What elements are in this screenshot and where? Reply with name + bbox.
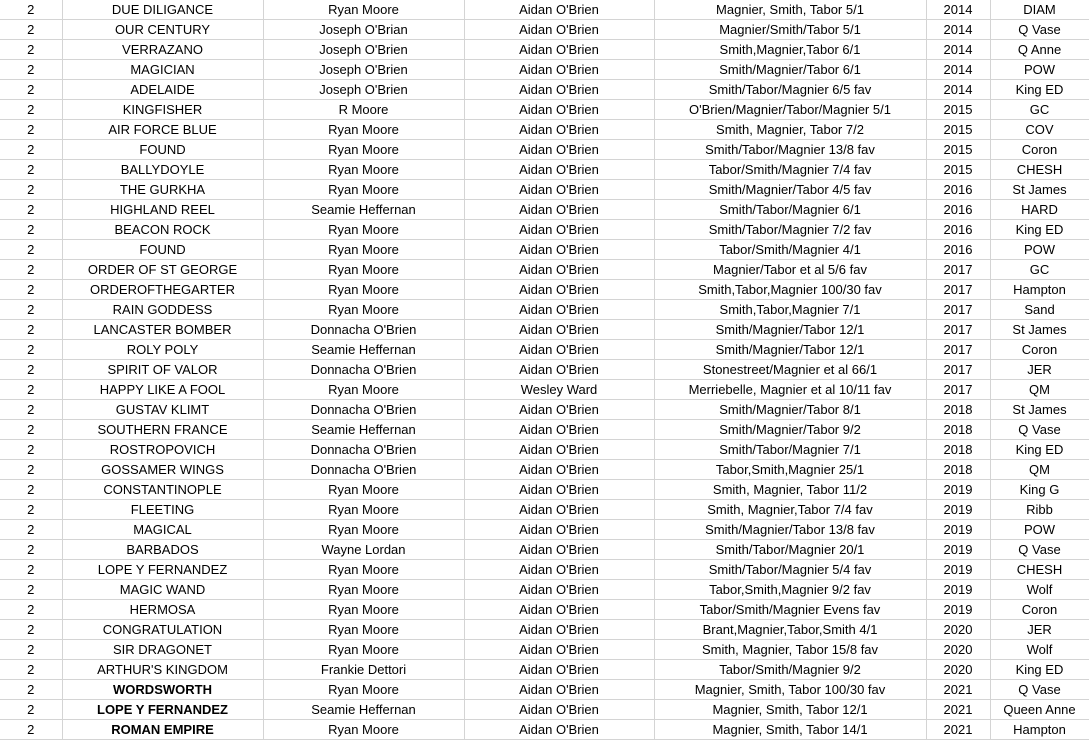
year-cell[interactable]: 2016: [926, 220, 990, 240]
race-cell[interactable]: Queen Anne: [990, 700, 1089, 720]
owners-odds-cell[interactable]: Smith, Magnier, Tabor 15/8 fav: [654, 640, 926, 660]
owners-odds-cell[interactable]: Smith/Magnier/Tabor 12/1: [654, 320, 926, 340]
jockey-cell[interactable]: Ryan Moore: [263, 160, 464, 180]
year-cell[interactable]: 2018: [926, 440, 990, 460]
trainer-cell[interactable]: Aidan O'Brien: [464, 280, 654, 300]
race-cell[interactable]: CHESH: [990, 160, 1089, 180]
owners-odds-cell[interactable]: Magnier/Smith/Tabor 5/1: [654, 20, 926, 40]
horse-name-cell[interactable]: FLEETING: [62, 500, 263, 520]
owners-odds-cell[interactable]: Smith/Tabor/Magnier 5/4 fav: [654, 560, 926, 580]
table-row: [0, 720, 1089, 740]
horse-name-cell[interactable]: FOUND: [62, 240, 263, 260]
position-cell[interactable]: 2: [0, 60, 62, 80]
position-cell[interactable]: 2: [0, 380, 62, 400]
jockey-cell[interactable]: Ryan Moore: [263, 220, 464, 240]
race-cell[interactable]: Wolf: [990, 580, 1089, 600]
table-row: [0, 660, 1089, 680]
horse-name-cell[interactable]: SIR DRAGONET: [62, 640, 263, 660]
jockey-cell[interactable]: Ryan Moore: [263, 640, 464, 660]
year-cell[interactable]: 2018: [926, 400, 990, 420]
horse-name-cell[interactable]: HERMOSA: [62, 600, 263, 620]
table-row: [0, 240, 1089, 260]
owners-odds-cell[interactable]: Magnier, Smith, Tabor 5/1: [654, 0, 926, 20]
trainer-cell[interactable]: Aidan O'Brien: [464, 40, 654, 60]
jockey-cell[interactable]: Donnacha O'Brien: [263, 460, 464, 480]
trainer-cell[interactable]: Aidan O'Brien: [464, 60, 654, 80]
owners-odds-cell[interactable]: Smith/Tabor/Magnier 7/2 fav: [654, 220, 926, 240]
table-row: [0, 260, 1089, 280]
jockey-cell[interactable]: Ryan Moore: [263, 500, 464, 520]
year-cell[interactable]: 2016: [926, 200, 990, 220]
horse-name-cell[interactable]: ROLY POLY: [62, 340, 263, 360]
year-cell[interactable]: 2021: [926, 700, 990, 720]
owners-odds-cell[interactable]: Smith,Magnier,Tabor 6/1: [654, 40, 926, 60]
horse-name-cell[interactable]: HIGHLAND REEL: [62, 200, 263, 220]
jockey-cell[interactable]: Joseph O'Brian: [263, 20, 464, 40]
table-row: [0, 160, 1089, 180]
trainer-cell[interactable]: Aidan O'Brien: [464, 140, 654, 160]
position-cell[interactable]: 2: [0, 680, 62, 700]
race-cell[interactable]: CHESH: [990, 560, 1089, 580]
jockey-cell[interactable]: Ryan Moore: [263, 0, 464, 20]
position-cell[interactable]: 2: [0, 240, 62, 260]
jockey-cell[interactable]: Frankie Dettori: [263, 660, 464, 680]
year-cell[interactable]: 2019: [926, 540, 990, 560]
race-cell[interactable]: HARD: [990, 200, 1089, 220]
horse-name-cell[interactable]: AIR FORCE BLUE: [62, 120, 263, 140]
race-cell[interactable]: Sand: [990, 300, 1089, 320]
trainer-cell[interactable]: Aidan O'Brien: [464, 100, 654, 120]
jockey-cell[interactable]: Ryan Moore: [263, 580, 464, 600]
year-cell[interactable]: 2016: [926, 180, 990, 200]
trainer-cell[interactable]: Aidan O'Brien: [464, 20, 654, 40]
table-row: [0, 560, 1089, 580]
owners-odds-cell[interactable]: Smith/Tabor/Magnier 6/5 fav: [654, 80, 926, 100]
race-cell[interactable]: POW: [990, 520, 1089, 540]
race-cell[interactable]: POW: [990, 240, 1089, 260]
race-cell[interactable]: Hampton: [990, 280, 1089, 300]
trainer-cell[interactable]: Aidan O'Brien: [464, 500, 654, 520]
horse-name-cell[interactable]: SPIRIT OF VALOR: [62, 360, 263, 380]
owners-odds-cell[interactable]: Smith/Tabor/Magnier 6/1: [654, 200, 926, 220]
table-row: [0, 540, 1089, 560]
horse-name-cell[interactable]: WORDSWORTH: [62, 680, 263, 700]
position-cell[interactable]: 2: [0, 660, 62, 680]
trainer-cell[interactable]: Aidan O'Brien: [464, 620, 654, 640]
trainer-cell[interactable]: Aidan O'Brien: [464, 200, 654, 220]
horse-name-cell[interactable]: ADELAIDE: [62, 80, 263, 100]
position-cell[interactable]: 2: [0, 160, 62, 180]
jockey-cell[interactable]: Ryan Moore: [263, 280, 464, 300]
horse-name-cell[interactable]: HAPPY LIKE A FOOL: [62, 380, 263, 400]
year-cell[interactable]: 2015: [926, 160, 990, 180]
position-cell[interactable]: 2: [0, 620, 62, 640]
table-row: [0, 200, 1089, 220]
trainer-cell[interactable]: Aidan O'Brien: [464, 80, 654, 100]
horse-name-cell[interactable]: FOUND: [62, 140, 263, 160]
table-row: [0, 500, 1089, 520]
table-row: [0, 420, 1089, 440]
table-row: [0, 400, 1089, 420]
jockey-cell[interactable]: Ryan Moore: [263, 720, 464, 740]
position-cell[interactable]: 2: [0, 80, 62, 100]
jockey-cell[interactable]: Joseph O'Brien: [263, 60, 464, 80]
trainer-cell[interactable]: Aidan O'Brien: [464, 680, 654, 700]
jockey-cell[interactable]: Ryan Moore: [263, 520, 464, 540]
year-cell[interactable]: 2014: [926, 20, 990, 40]
jockey-cell[interactable]: R Moore: [263, 100, 464, 120]
horse-name-cell[interactable]: RAIN GODDESS: [62, 300, 263, 320]
race-cell[interactable]: QM: [990, 460, 1089, 480]
year-cell[interactable]: 2017: [926, 340, 990, 360]
race-cell[interactable]: QM: [990, 380, 1089, 400]
trainer-cell[interactable]: Wesley Ward: [464, 380, 654, 400]
trainer-cell[interactable]: Aidan O'Brien: [464, 240, 654, 260]
horse-name-cell[interactable]: LOPE Y FERNANDEZ: [62, 700, 263, 720]
race-cell[interactable]: Ribb: [990, 500, 1089, 520]
year-cell[interactable]: 2018: [926, 420, 990, 440]
trainer-cell[interactable]: Aidan O'Brien: [464, 520, 654, 540]
table-row: [0, 40, 1089, 60]
year-cell[interactable]: 2016: [926, 240, 990, 260]
trainer-cell[interactable]: Aidan O'Brien: [464, 420, 654, 440]
year-cell[interactable]: 2014: [926, 80, 990, 100]
horse-name-cell[interactable]: MAGICAL: [62, 520, 263, 540]
position-cell[interactable]: 2: [0, 300, 62, 320]
jockey-cell[interactable]: Ryan Moore: [263, 680, 464, 700]
position-cell[interactable]: 2: [0, 260, 62, 280]
position-cell[interactable]: 2: [0, 440, 62, 460]
table-row: [0, 440, 1089, 460]
jockey-cell[interactable]: Seamie Heffernan: [263, 420, 464, 440]
jockey-cell[interactable]: Seamie Heffernan: [263, 200, 464, 220]
position-cell[interactable]: 2: [0, 320, 62, 340]
position-cell[interactable]: 2: [0, 360, 62, 380]
jockey-cell[interactable]: Donnacha O'Brien: [263, 360, 464, 380]
race-cell[interactable]: King ED: [990, 660, 1089, 680]
horse-name-cell[interactable]: ARTHUR'S KINGDOM: [62, 660, 263, 680]
horse-name-cell[interactable]: BARBADOS: [62, 540, 263, 560]
owners-odds-cell[interactable]: Tabor/Smith/Magnier Evens fav: [654, 600, 926, 620]
position-cell[interactable]: 2: [0, 100, 62, 120]
trainer-cell[interactable]: Aidan O'Brien: [464, 440, 654, 460]
year-cell[interactable]: 2021: [926, 680, 990, 700]
owners-odds-cell[interactable]: Brant,Magnier,Tabor,Smith 4/1: [654, 620, 926, 640]
table-row: [0, 640, 1089, 660]
year-cell[interactable]: 2019: [926, 560, 990, 580]
year-cell[interactable]: 2017: [926, 360, 990, 380]
race-cell[interactable]: King ED: [990, 80, 1089, 100]
race-cell[interactable]: Coron: [990, 140, 1089, 160]
table-row: [0, 340, 1089, 360]
horse-name-cell[interactable]: SOUTHERN FRANCE: [62, 420, 263, 440]
jockey-cell[interactable]: Ryan Moore: [263, 260, 464, 280]
jockey-cell[interactable]: Seamie Heffernan: [263, 700, 464, 720]
owners-odds-cell[interactable]: Smith/Magnier/Tabor 6/1: [654, 60, 926, 80]
horse-name-cell[interactable]: BALLYDOYLE: [62, 160, 263, 180]
race-cell[interactable]: St James: [990, 400, 1089, 420]
trainer-cell[interactable]: Aidan O'Brien: [464, 180, 654, 200]
horse-name-cell[interactable]: ORDER OF ST GEORGE: [62, 260, 263, 280]
year-cell[interactable]: 2019: [926, 580, 990, 600]
owners-odds-cell[interactable]: Smith/Tabor/Magnier 7/1: [654, 440, 926, 460]
trainer-cell[interactable]: Aidan O'Brien: [464, 660, 654, 680]
table-row: [0, 280, 1089, 300]
race-cell[interactable]: Hampton: [990, 720, 1089, 740]
trainer-cell[interactable]: Aidan O'Brien: [464, 0, 654, 20]
year-cell[interactable]: 2019: [926, 500, 990, 520]
race-cell[interactable]: POW: [990, 60, 1089, 80]
owners-odds-cell[interactable]: Magnier, Smith, Tabor 100/30 fav: [654, 680, 926, 700]
jockey-cell[interactable]: Ryan Moore: [263, 600, 464, 620]
owners-odds-cell[interactable]: Magnier, Smith, Tabor 12/1: [654, 700, 926, 720]
owners-odds-cell[interactable]: Smith, Magnier, Tabor 7/2: [654, 120, 926, 140]
jockey-cell[interactable]: Ryan Moore: [263, 240, 464, 260]
position-cell[interactable]: 2: [0, 520, 62, 540]
year-cell[interactable]: 2017: [926, 300, 990, 320]
table-row: [0, 580, 1089, 600]
year-cell[interactable]: 2019: [926, 480, 990, 500]
trainer-cell[interactable]: Aidan O'Brien: [464, 560, 654, 580]
owners-odds-cell[interactable]: Smith, Magnier, Tabor 11/2: [654, 480, 926, 500]
trainer-cell[interactable]: Aidan O'Brien: [464, 580, 654, 600]
horse-name-cell[interactable]: DUE DILIGANCE: [62, 0, 263, 20]
position-cell[interactable]: 2: [0, 400, 62, 420]
horse-name-cell[interactable]: CONGRATULATION: [62, 620, 263, 640]
race-cell[interactable]: Q Vase: [990, 540, 1089, 560]
year-cell[interactable]: 2014: [926, 40, 990, 60]
jockey-cell[interactable]: Ryan Moore: [263, 480, 464, 500]
position-cell[interactable]: 2: [0, 200, 62, 220]
race-cell[interactable]: Q Vase: [990, 680, 1089, 700]
year-cell[interactable]: 2019: [926, 600, 990, 620]
jockey-cell[interactable]: Ryan Moore: [263, 300, 464, 320]
horse-name-cell[interactable]: ROSTROPOVICH: [62, 440, 263, 460]
year-cell[interactable]: 2014: [926, 0, 990, 20]
position-cell[interactable]: 2: [0, 480, 62, 500]
jockey-cell[interactable]: Seamie Heffernan: [263, 340, 464, 360]
owners-odds-cell[interactable]: Tabor,Smith,Magnier 25/1: [654, 460, 926, 480]
year-cell[interactable]: 2017: [926, 280, 990, 300]
table-row: [0, 320, 1089, 340]
race-cell[interactable]: GC: [990, 260, 1089, 280]
table-row: [0, 620, 1089, 640]
horse-name-cell[interactable]: GUSTAV KLIMT: [62, 400, 263, 420]
race-cell[interactable]: GC: [990, 100, 1089, 120]
table-row: [0, 700, 1089, 720]
trainer-cell[interactable]: Aidan O'Brien: [464, 400, 654, 420]
trainer-cell[interactable]: Aidan O'Brien: [464, 320, 654, 340]
year-cell[interactable]: 2017: [926, 260, 990, 280]
race-cell[interactable]: Coron: [990, 600, 1089, 620]
trainer-cell[interactable]: Aidan O'Brien: [464, 540, 654, 560]
table-row: [0, 520, 1089, 540]
table-row: [0, 480, 1089, 500]
owners-odds-cell[interactable]: Smith,Tabor,Magnier 7/1: [654, 300, 926, 320]
trainer-cell[interactable]: Aidan O'Brien: [464, 160, 654, 180]
race-cell[interactable]: JER: [990, 360, 1089, 380]
horse-name-cell[interactable]: LANCASTER BOMBER: [62, 320, 263, 340]
race-cell[interactable]: St James: [990, 320, 1089, 340]
horse-name-cell[interactable]: GOSSAMER WINGS: [62, 460, 263, 480]
year-cell[interactable]: 2015: [926, 100, 990, 120]
table-row: [0, 460, 1089, 480]
table-row: [0, 0, 1089, 20]
race-cell[interactable]: King ED: [990, 220, 1089, 240]
jockey-cell[interactable]: Donnacha O'Brien: [263, 400, 464, 420]
year-cell[interactable]: 2021: [926, 720, 990, 740]
position-cell[interactable]: 2: [0, 580, 62, 600]
owners-odds-cell[interactable]: Smith/Magnier/Tabor 9/2: [654, 420, 926, 440]
table-row: [0, 600, 1089, 620]
owners-odds-cell[interactable]: Smith/Magnier/Tabor 8/1: [654, 400, 926, 420]
race-cell[interactable]: Coron: [990, 340, 1089, 360]
jockey-cell[interactable]: Donnacha O'Brien: [263, 440, 464, 460]
owners-odds-cell[interactable]: Smith, Magnier,Tabor 7/4 fav: [654, 500, 926, 520]
race-cell[interactable]: Q Vase: [990, 420, 1089, 440]
position-cell[interactable]: 2: [0, 40, 62, 60]
jockey-cell[interactable]: Donnacha O'Brien: [263, 320, 464, 340]
owners-odds-cell[interactable]: Smith/Tabor/Magnier 20/1: [654, 540, 926, 560]
race-cell[interactable]: St James: [990, 180, 1089, 200]
trainer-cell[interactable]: Aidan O'Brien: [464, 360, 654, 380]
horse-name-cell[interactable]: MAGICIAN: [62, 60, 263, 80]
position-cell[interactable]: 2: [0, 180, 62, 200]
jockey-cell[interactable]: Ryan Moore: [263, 380, 464, 400]
table-row: [0, 180, 1089, 200]
jockey-cell[interactable]: Ryan Moore: [263, 620, 464, 640]
jockey-cell[interactable]: Joseph O'Brien: [263, 40, 464, 60]
position-cell[interactable]: 2: [0, 220, 62, 240]
position-cell[interactable]: 2: [0, 560, 62, 580]
owners-odds-cell[interactable]: Magnier/Tabor et al 5/6 fav: [654, 260, 926, 280]
year-cell[interactable]: 2020: [926, 620, 990, 640]
jockey-cell[interactable]: Ryan Moore: [263, 180, 464, 200]
horse-name-cell[interactable]: BEACON ROCK: [62, 220, 263, 240]
race-cell[interactable]: King G: [990, 480, 1089, 500]
position-cell[interactable]: 2: [0, 140, 62, 160]
position-cell[interactable]: 2: [0, 120, 62, 140]
owners-odds-cell[interactable]: Smith/Magnier/Tabor 13/8 fav: [654, 520, 926, 540]
race-cell[interactable]: JER: [990, 620, 1089, 640]
jockey-cell[interactable]: Ryan Moore: [263, 120, 464, 140]
race-cell[interactable]: Q Anne: [990, 40, 1089, 60]
position-cell[interactable]: 2: [0, 700, 62, 720]
horse-name-cell[interactable]: LOPE Y FERNANDEZ: [62, 560, 263, 580]
position-cell[interactable]: 2: [0, 720, 62, 740]
owners-odds-cell[interactable]: Tabor,Smith,Magnier 9/2 fav: [654, 580, 926, 600]
owners-odds-cell[interactable]: Tabor/Smith/Magnier 9/2: [654, 660, 926, 680]
position-cell[interactable]: 2: [0, 340, 62, 360]
owners-odds-cell[interactable]: Tabor/Smith/Magnier 4/1: [654, 240, 926, 260]
trainer-cell[interactable]: Aidan O'Brien: [464, 600, 654, 620]
position-cell[interactable]: 2: [0, 420, 62, 440]
position-cell[interactable]: 2: [0, 500, 62, 520]
year-cell[interactable]: 2019: [926, 520, 990, 540]
year-cell[interactable]: 2017: [926, 320, 990, 340]
position-cell[interactable]: 2: [0, 280, 62, 300]
jockey-cell[interactable]: Joseph O'Brien: [263, 80, 464, 100]
table-row: [0, 60, 1089, 80]
race-cell[interactable]: Q Vase: [990, 20, 1089, 40]
table-row: [0, 120, 1089, 140]
horse-name-cell[interactable]: THE GURKHA: [62, 180, 263, 200]
trainer-cell[interactable]: Aidan O'Brien: [464, 300, 654, 320]
race-cell[interactable]: King ED: [990, 440, 1089, 460]
race-cell[interactable]: COV: [990, 120, 1089, 140]
owners-odds-cell[interactable]: Smith/Magnier/Tabor 4/5 fav: [654, 180, 926, 200]
table-row: [0, 20, 1089, 40]
race-cell[interactable]: DIAM: [990, 0, 1089, 20]
position-cell[interactable]: 2: [0, 460, 62, 480]
trainer-cell[interactable]: Aidan O'Brien: [464, 340, 654, 360]
year-cell[interactable]: 2014: [926, 60, 990, 80]
table-row: [0, 380, 1089, 400]
table-row: [0, 220, 1089, 240]
horse-name-cell[interactable]: MAGIC WAND: [62, 580, 263, 600]
year-cell[interactable]: 2020: [926, 660, 990, 680]
horse-name-cell[interactable]: ROMAN EMPIRE: [62, 720, 263, 740]
owners-odds-cell[interactable]: Smith/Magnier/Tabor 12/1: [654, 340, 926, 360]
owners-odds-cell[interactable]: Tabor/Smith/Magnier 7/4 fav: [654, 160, 926, 180]
horse-name-cell[interactable]: OUR CENTURY: [62, 20, 263, 40]
trainer-cell[interactable]: Aidan O'Brien: [464, 700, 654, 720]
position-cell[interactable]: 2: [0, 20, 62, 40]
table-row: [0, 100, 1089, 120]
jockey-cell[interactable]: Ryan Moore: [263, 140, 464, 160]
horse-name-cell[interactable]: ORDEROFTHEGARTER: [62, 280, 263, 300]
position-cell[interactable]: 2: [0, 640, 62, 660]
table-row: [0, 680, 1089, 700]
year-cell[interactable]: 2017: [926, 380, 990, 400]
position-cell[interactable]: 2: [0, 540, 62, 560]
race-cell[interactable]: Wolf: [990, 640, 1089, 660]
jockey-cell[interactable]: Wayne Lordan: [263, 540, 464, 560]
year-cell[interactable]: 2018: [926, 460, 990, 480]
horse-name-cell[interactable]: VERRAZANO: [62, 40, 263, 60]
table-row: [0, 300, 1089, 320]
trainer-cell[interactable]: Aidan O'Brien: [464, 720, 654, 740]
position-cell[interactable]: 2: [0, 0, 62, 20]
trainer-cell[interactable]: Aidan O'Brien: [464, 260, 654, 280]
owners-odds-cell[interactable]: Merriebelle, Magnier et al 10/11 fav: [654, 380, 926, 400]
jockey-cell[interactable]: Ryan Moore: [263, 560, 464, 580]
year-cell[interactable]: 2020: [926, 640, 990, 660]
year-cell[interactable]: 2015: [926, 140, 990, 160]
trainer-cell[interactable]: Aidan O'Brien: [464, 640, 654, 660]
table-row: [0, 140, 1089, 160]
owners-odds-cell[interactable]: Stonestreet/Magnier et al 66/1: [654, 360, 926, 380]
year-cell[interactable]: 2015: [926, 120, 990, 140]
trainer-cell[interactable]: Aidan O'Brien: [464, 120, 654, 140]
owners-odds-cell[interactable]: Magnier, Smith, Tabor 14/1: [654, 720, 926, 740]
horse-name-cell[interactable]: CONSTANTINOPLE: [62, 480, 263, 500]
trainer-cell[interactable]: Aidan O'Brien: [464, 220, 654, 240]
table-row: [0, 80, 1089, 100]
position-cell[interactable]: 2: [0, 600, 62, 620]
owners-odds-cell[interactable]: Smith,Tabor,Magnier 100/30 fav: [654, 280, 926, 300]
trainer-cell[interactable]: Aidan O'Brien: [464, 480, 654, 500]
trainer-cell[interactable]: Aidan O'Brien: [464, 460, 654, 480]
table-row: [0, 360, 1089, 380]
owners-odds-cell[interactable]: Smith/Tabor/Magnier 13/8 fav: [654, 140, 926, 160]
owners-odds-cell[interactable]: O'Brien/Magnier/Tabor/Magnier 5/1: [654, 100, 926, 120]
horse-name-cell[interactable]: KINGFISHER: [62, 100, 263, 120]
